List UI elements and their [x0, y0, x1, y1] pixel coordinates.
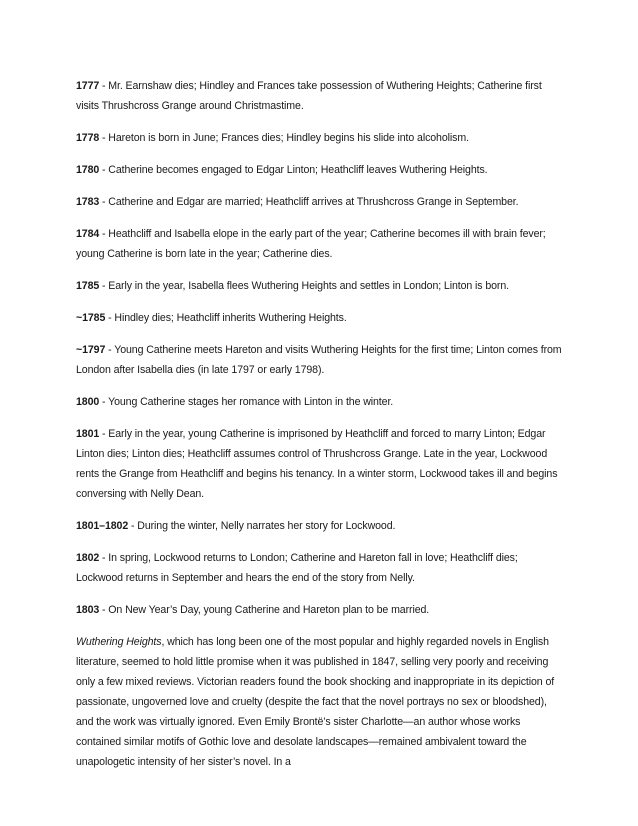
entry-text: Young Catherine stages her romance with Linton in the winter.	[108, 396, 394, 408]
entry-separator: -	[99, 228, 109, 240]
entry-separator: -	[99, 428, 109, 440]
entry-separator: -	[99, 396, 109, 408]
entry-text: Hindley dies; Heathcliff inherits Wuthering Heights.	[114, 312, 347, 324]
entry-text: Hareton is born in June; Frances dies; Hindley begins his slide into alcoholism.	[108, 132, 469, 144]
entry-text: During the winter, Nelly narrates her story for Lockwood.	[137, 520, 396, 532]
entry-text: In spring, Lockwood returns to London; Catherine and Hareton fall in love; Heathcliff dies; Lockwood returns in September and hears the end of the story from Nelly.	[76, 552, 518, 584]
entry-year: 1777	[76, 80, 100, 92]
entry-year: 1801	[76, 428, 100, 440]
entry-separator: -	[105, 312, 115, 324]
timeline-entry-1802	[76, 548, 566, 588]
entry-text: Heathcliff and Isabella elope in the early part of the year; Catherine becomes ill with brain fever; young Catherine is born late in the year; Catherine dies.	[76, 228, 546, 260]
timeline-entry-1780	[76, 160, 566, 180]
entry-year: 1783	[76, 196, 100, 208]
document-page	[76, 76, 566, 772]
timeline-entry-1800	[76, 392, 566, 412]
entry-separator: -	[99, 132, 109, 144]
entry-year: 1780	[76, 164, 100, 176]
entry-year: 1802	[76, 552, 100, 564]
timeline-entry-1801-1802	[76, 516, 566, 536]
entry-text: Young Catherine meets Hareton and visits Wuthering Heights for the first time; Linton comes from London after Isabella dies (in late 1797 or early 1798).	[76, 344, 562, 376]
closing-paragraph	[76, 632, 566, 772]
timeline-entry-1777	[76, 76, 566, 116]
entry-separator: -	[99, 552, 109, 564]
entry-year: ~1785	[76, 312, 106, 324]
timeline-entry-1801	[76, 424, 566, 504]
entry-year: 1785	[76, 280, 100, 292]
entry-text: On New Year’s Day, young Catherine and Hareton plan to be married.	[108, 604, 430, 616]
timeline-entry-1778	[76, 128, 566, 148]
entry-text: Early in the year, young Catherine is imprisoned by Heathcliff and forced to marry Linton; Edgar Linton dies; Linton dies; Heathcliff assumes control of Thrushcross Grange. Late in the year, Lockwood rents the Grange from Heathcliff and begins his tenancy. In a winter storm, Lockwood takes ill and begins conversing with Nelly Dean.	[76, 428, 558, 500]
timeline-entry-1803	[76, 600, 566, 620]
timeline-entry-approx-1797	[76, 340, 566, 380]
entry-separator: -	[99, 280, 109, 292]
novel-title: Wuthering Heights	[76, 636, 162, 648]
entry-year: 1800	[76, 396, 100, 408]
entry-separator: -	[128, 520, 138, 532]
entry-text: Mr. Earnshaw dies; Hindley and Frances take possession of Wuthering Heights; Catherine first visits Thrushcross Grange around Christmastime.	[76, 80, 542, 112]
entry-separator: -	[105, 344, 115, 356]
timeline-entry-1784	[76, 224, 566, 264]
entry-separator: -	[99, 164, 109, 176]
entry-separator: -	[99, 196, 109, 208]
entry-text: Early in the year, Isabella flees Wuthering Heights and settles in London; Linton is born.	[108, 280, 509, 292]
paragraph-text: , which has long been one of the most popular and highly regarded novels in English literature, seemed to hold little promise when it was published in 1847, selling very poorly and receiving only a few mixed reviews. Victorian readers found the book shocking and inappropriate in its depiction of passionate, ungoverned love and cruelty (despite the fact that the novel portrays no sex or bloodshed), and the work was virtually ignored. Even Emily Brontë’s sister Charlotte—an author whose works contained similar motifs of Gothic love and desolate landscapes—remained ambivalent toward the unapologetic intensity of her sister’s novel. In a	[76, 636, 555, 768]
entry-text: Catherine becomes engaged to Edgar Linton; Heathcliff leaves Wuthering Heights.	[108, 164, 488, 176]
entry-text: Catherine and Edgar are married; Heathcliff arrives at Thrushcross Grange in September.	[108, 196, 519, 208]
entry-year: 1784	[76, 228, 100, 240]
timeline-entry-1785	[76, 276, 566, 296]
entry-year: 1801–1802	[76, 520, 129, 532]
entry-separator: -	[99, 80, 109, 92]
timeline-entry-1783	[76, 192, 566, 212]
entry-separator: -	[99, 604, 109, 616]
entry-year: ~1797	[76, 344, 106, 356]
timeline-entry-approx-1785	[76, 308, 566, 328]
entry-year: 1803	[76, 604, 100, 616]
entry-year: 1778	[76, 132, 100, 144]
